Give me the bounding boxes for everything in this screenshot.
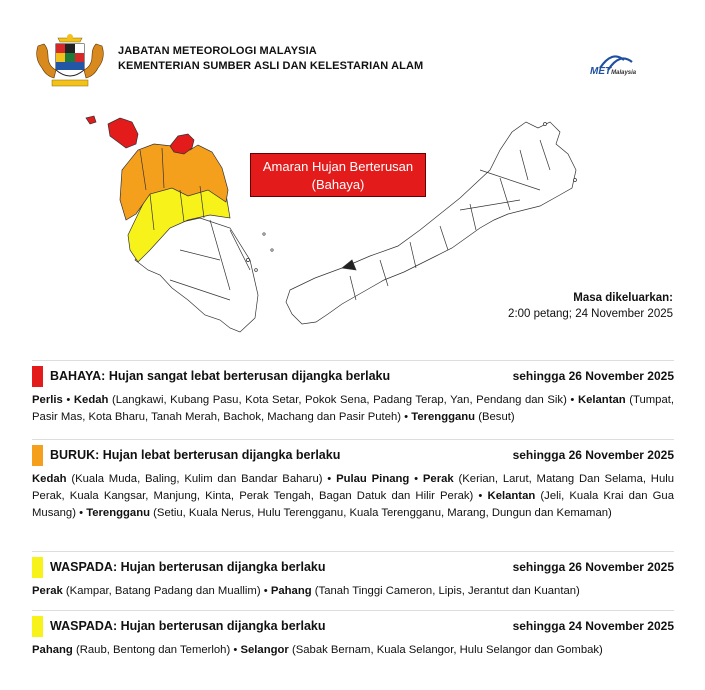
- met-logo-text: MET: [590, 66, 612, 77]
- state-name: Pulau Pinang: [336, 473, 410, 485]
- area-list: (Sabak Bernam, Kuala Selangor, Hulu Selangor dan Gombak): [291, 644, 603, 656]
- warning-box-line1: Amaran Hujan Berterusan: [262, 159, 414, 174]
- section-areas: Perak (Kampar, Batang Padang dan Muallim) • Pahang (Tanah Tinggi Cameron, Lipis, Jerantut dan Kuantan): [32, 585, 580, 597]
- section-title: BAHAYA: Hujan sangat lebat berterusan dijangka berlaku: [50, 369, 391, 383]
- divider: [32, 439, 674, 440]
- state-name: Kelantan: [577, 394, 626, 406]
- state-name: Perak: [32, 585, 63, 597]
- state-name: Terengganu: [411, 411, 476, 423]
- severity-color-bar: [32, 366, 43, 387]
- section-areas: Kedah (Kuala Muda, Baling, Kulim dan Bandar Baharu) • Pulau Pinang • Perak (Kerian, Larut, Matang Dan Selama, Hulu Perak, Kuala Kangsar, Manjung, Kinta, Perak Tengah, Bagan Datuk dan Hilir Perak) • Kelantan (Jeli, Kuala Krai dan Gua Musang) • Terengganu (Setiu, Kuala Nerus, Hulu Terengganu, Kuala Terengganu, Marang, Dungun dan Kemaman): [32, 473, 675, 519]
- section-until: sehingga 24 November 2025: [512, 619, 674, 633]
- org-name-line1: JABATAN METEOROLOGI MALAYSIA: [118, 45, 317, 57]
- divider: [32, 551, 674, 552]
- header: [30, 32, 680, 92]
- divider: [32, 610, 674, 611]
- met-logo-sub: Malaysia: [611, 70, 637, 76]
- section-title: WASPADA: Hujan berterusan dijangka berlaku: [50, 619, 326, 633]
- severity-color-bar: [32, 616, 43, 637]
- divider: [32, 360, 674, 361]
- severity-color-bar: [32, 557, 43, 578]
- state-name: Terengganu: [86, 507, 150, 519]
- warning-section-waspada-2: [32, 610, 674, 670]
- state-name: Pahang: [270, 585, 312, 597]
- section-until: sehingga 26 November 2025: [512, 369, 674, 383]
- state-name: Selangor: [240, 644, 289, 656]
- state-name: Kedah: [32, 473, 67, 485]
- warning-level-box: [250, 153, 426, 197]
- area-list: (Kampar, Batang Padang dan Muallim): [65, 585, 261, 597]
- peninsular-malaysia: [86, 116, 273, 332]
- org-name-line2: KEMENTERIAN SUMBER ASLI DAN KELESTARIAN ALAM: [118, 60, 424, 72]
- section-title: WASPADA: Hujan berterusan dijangka berlaku: [50, 560, 326, 574]
- issued-time: [508, 290, 673, 322]
- state-name: Perak: [422, 473, 454, 485]
- area-list: (Kerian, Larut, Matang Dan Selama, Hulu Perak, Kuala Kangsar, Manjung, Kinta, Perak Tengah, Bagan Datuk dan Hilir Perak): [32, 473, 675, 502]
- met-malaysia-logo: [590, 40, 670, 80]
- section-until: sehingga 26 November 2025: [512, 560, 674, 574]
- area-list: (Langkawi, Kubang Pasu, Kota Setar, Pokok Sena, Padang Terap, Yan, Pendang dan Sik): [111, 394, 567, 406]
- section-title: BURUK: Hujan lebat berterusan dijangka berlaku: [50, 448, 341, 462]
- area-list: (Setiu, Kuala Nerus, Hulu Terengganu, Kuala Terengganu, Marang, Dungun dan Kemaman): [153, 507, 612, 519]
- area-list: (Kuala Muda, Baling, Kulim dan Bandar Baharu): [71, 473, 323, 485]
- severity-color-bar: [32, 445, 43, 466]
- state-name: Pahang: [32, 644, 73, 656]
- warning-section-waspada-1: [32, 551, 674, 607]
- issued-label: Masa dikeluarkan:: [573, 292, 673, 304]
- warning-section-bahaya: [32, 360, 674, 440]
- section-areas: Perlis • Kedah (Langkawi, Kubang Pasu, Kota Setar, Pokok Sena, Padang Terap, Yan, Pendang dan Sik) • Kelantan (Tumpat, Pasir Mas, Kota Bharu, Tanah Merah, Bachok, Machang dan Pasir Puteh) • Terengganu (Besut): [32, 394, 675, 423]
- area-list: (Tumpat, Pasir Mas, Kota Bharu, Tanah Merah, Bachok, Machang dan Pasir Puteh): [32, 394, 675, 423]
- organization-name: [118, 44, 423, 74]
- area-list: (Raub, Bentong dan Temerloh): [75, 644, 231, 656]
- area-list: (Tanah Tinggi Cameron, Lipis, Jerantut dan Kuantan): [314, 585, 580, 597]
- section-areas: Pahang (Raub, Bentong dan Temerloh) • Selangor (Sabak Bernam, Kuala Selangor, Hulu Selangor dan Gombak): [32, 644, 603, 656]
- state-name: Kelantan: [487, 490, 536, 502]
- issued-time-value: 2:00 petang; 24 November 2025: [508, 308, 673, 320]
- area-list: (Besut): [478, 411, 515, 423]
- state-name: Kedah: [73, 394, 109, 406]
- area-list: (Jeli, Kuala Krai dan Gua Musang): [32, 490, 675, 519]
- warning-section-buruk: [32, 439, 674, 551]
- coat-of-arms-icon: [30, 32, 110, 92]
- section-until: sehingga 26 November 2025: [512, 448, 674, 462]
- state-name: Perlis: [32, 394, 63, 406]
- warning-box-line2: (Bahaya): [311, 177, 365, 192]
